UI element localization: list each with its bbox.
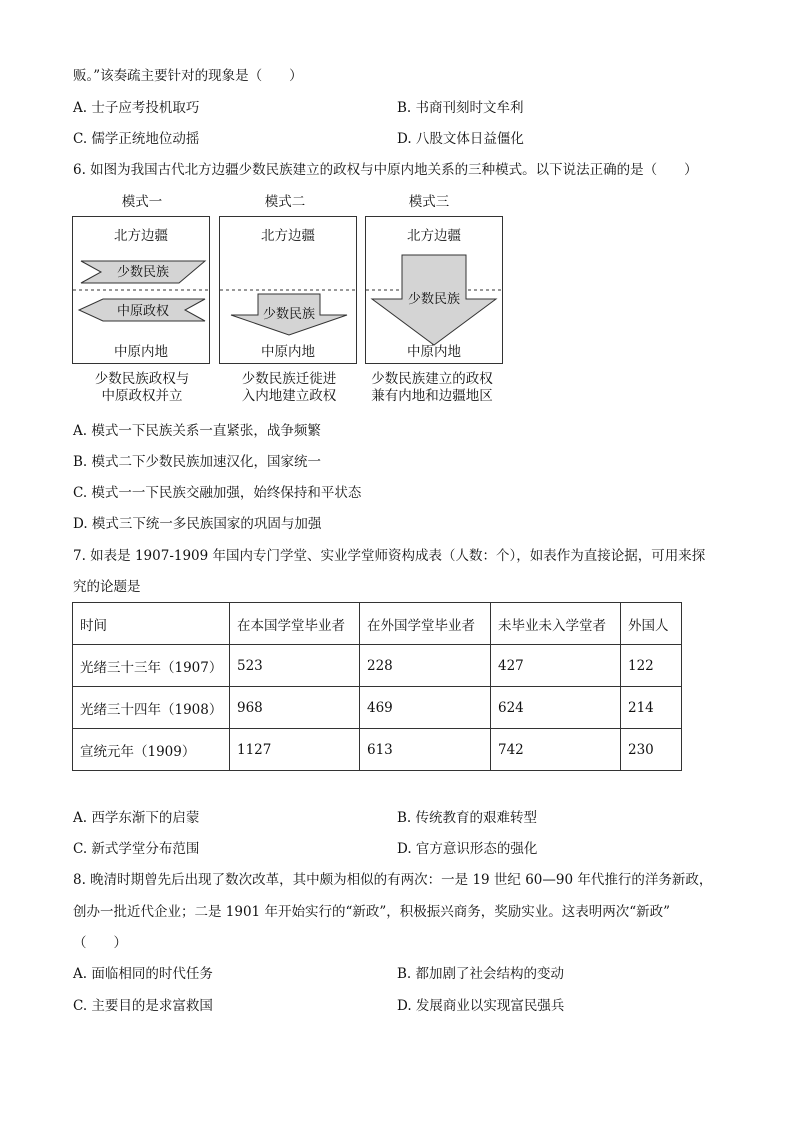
q6-option-c[interactable]: C. 模式一一下民族交融加强，始终保持和平状态 [73, 485, 362, 501]
table-cell: 122 [621, 645, 682, 687]
q8-option-a[interactable]: A. 面临相同的时代任务 [73, 966, 213, 982]
table-cell: 214 [621, 687, 682, 729]
q5-option-b[interactable]: B. 书商刊刻时文牟利 [397, 100, 524, 116]
mode-1-box [72, 216, 210, 364]
table-header: 外国人 [621, 603, 682, 645]
mode-1-lower-arrow-label: 中原政权 [116, 304, 170, 319]
q5-option-a[interactable]: A. 士子应考投机取巧 [73, 100, 200, 116]
table-header: 在外国学堂毕业者 [360, 603, 491, 645]
q7-option-a[interactable]: A. 西学东渐下的启蒙 [73, 810, 200, 826]
mode-1-upper-arrow-label: 少数民族 [116, 265, 170, 280]
table-row [73, 645, 682, 687]
mode-1-caption: 少数民族政权与 中原政权并立 [94, 371, 190, 404]
table-cell: 宣统元年（1909） [73, 729, 230, 771]
q5-option-c[interactable]: C. 儒学正统地位动摇 [73, 131, 200, 147]
table-cell: 228 [360, 645, 491, 687]
faculty-table [72, 602, 682, 771]
q6-option-d[interactable]: D. 模式三下统一多民族国家的巩固与加强 [73, 516, 322, 532]
table-header-row [73, 603, 682, 645]
mode-3-top-label: 北方边疆 [407, 228, 461, 244]
mode-2-arrow-label: 少数民族 [262, 307, 316, 322]
q8-option-c[interactable]: C. 主要目的是求富救国 [73, 998, 213, 1014]
table-header: 在本国学堂毕业者 [230, 603, 360, 645]
q5-option-d[interactable]: D. 八股文体日益僵化 [397, 131, 524, 147]
table-row [73, 687, 682, 729]
mode-1-top-label: 北方边疆 [114, 228, 168, 244]
question-7-stem-line-2: 究的论题是 [73, 579, 141, 595]
table-cell: 968 [230, 687, 360, 729]
table-cell: 523 [230, 645, 360, 687]
mode-2-box [219, 216, 357, 364]
table-cell: 光绪三十三年（1907） [73, 645, 230, 687]
mode-3-title: 模式三 [408, 194, 450, 210]
table-cell: 469 [360, 687, 491, 729]
table-cell: 光绪三十四年（1908） [73, 687, 230, 729]
question-5-tail: 贩。”该奏疏主要针对的现象是（ ） [73, 68, 303, 84]
q7-option-d[interactable]: D. 官方意识形态的强化 [397, 841, 538, 857]
mode-3-caption: 少数民族建立的政权 兼有内地和边疆地区 [371, 371, 493, 404]
table-cell: 1127 [230, 729, 360, 771]
mode-2-top-label: 北方边疆 [261, 228, 315, 244]
table-cell: 613 [360, 729, 491, 771]
q6-option-b[interactable]: B. 模式二下少数民族加速汉化，国家统一 [73, 454, 322, 470]
mode-3-bottom-label: 中原内地 [407, 344, 461, 360]
mode-3-arrow-label: 少数民族 [407, 292, 461, 307]
table-row [73, 729, 682, 771]
question-7-stem-line-1: 7. 如表是 1907-1909 年国内专门学堂、实业学堂师资构成表（人数：个），如表作为直接论据，可用来探 [73, 548, 706, 564]
mode-2-bottom-label: 中原内地 [261, 344, 315, 360]
table-header: 时间 [73, 603, 230, 645]
q6-option-a[interactable]: A. 模式一下民族关系一直紧张，战争频繁 [73, 423, 321, 439]
q7-option-b[interactable]: B. 传统教育的艰难转型 [397, 810, 538, 826]
mode-2-title: 模式二 [264, 194, 306, 210]
table-header: 未毕业未入学堂者 [491, 603, 621, 645]
mode-3-box [365, 216, 503, 364]
q7-option-c[interactable]: C. 新式学堂分布范围 [73, 841, 200, 857]
mode-1-bottom-label: 中原内地 [114, 344, 168, 360]
table-cell: 230 [621, 729, 682, 771]
q8-option-d[interactable]: D. 发展商业以实现富民强兵 [397, 998, 565, 1014]
question-8-stem-line-1: 8. 晚清时期曾先后出现了数次改革，其中颇为相似的有两次：一是 19 世纪 60—90 年代推行的洋务新政， [73, 872, 713, 888]
mode-1-title: 模式一 [121, 194, 163, 210]
table-cell: 427 [491, 645, 621, 687]
mode-2-caption: 少数民族迁徙进 入内地建立政权 [241, 371, 337, 404]
question-8-stem-line-3: （ ） [73, 935, 127, 951]
question-6-stem: 6. 如图为我国古代北方边疆少数民族建立的政权与中原内地关系的三种模式。以下说法正确的是（ ） [73, 162, 698, 178]
question-8-stem-line-2: 创办一批近代企业；二是 1901 年开始实行的“新政”，积极振兴商务，奖励实业。这表明两次“新政” [73, 904, 671, 920]
table-cell: 624 [491, 687, 621, 729]
q8-option-b[interactable]: B. 都加剧了社会结构的变动 [397, 966, 565, 982]
table-cell: 742 [491, 729, 621, 771]
